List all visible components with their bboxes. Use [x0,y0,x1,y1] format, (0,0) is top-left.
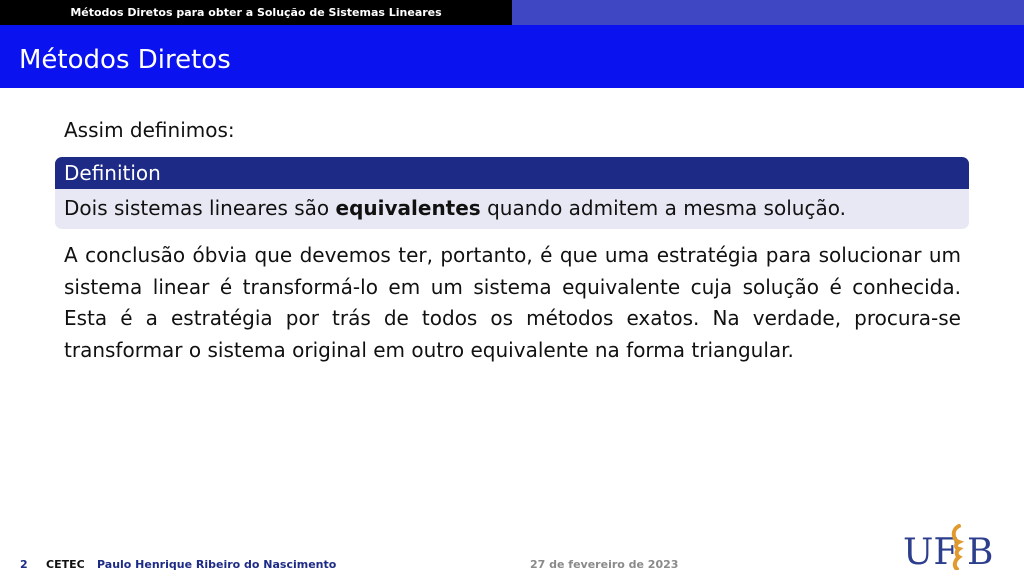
section-title: Métodos Diretos para obter a Solução de Sistemas Lineares [0,0,512,25]
definition-body [55,189,969,229]
footer-institution: CETEC [46,558,85,571]
ufrb-logo-icon [901,522,1001,570]
page-number: 2 [20,558,28,571]
definition-heading: Definition [55,157,969,189]
definition-text-after: quando admitem a mesma solução. [480,196,846,220]
frame-title-bar [0,25,1024,88]
frame-title: Métodos Diretos [19,45,231,75]
body-paragraph: A conclusão óbvia que devemos ter, portanto, é que uma estratégia para solucionar um sistema linear é transformá-lo em um sistema equivalente cuja solução é conhecida. Esta é a estratégia por trás de todos os métodos exatos. Na verdade, procura-se transformar o sistema original em outro equivalente na forma triangular. [64,243,961,362]
footer-date: 27 de fevereiro de 2023 [530,558,679,571]
logo-text-left: UF [903,532,959,570]
intro-text: Assim definimos: [64,118,235,142]
slide-content [64,116,961,144]
definition-block [55,157,969,229]
definition-text-before: Dois sistemas lineares são [64,196,336,220]
footer-author: Paulo Henrique Ribeiro do Nascimento [97,558,337,571]
logo-text-right: B [967,532,994,570]
header-bar [0,0,1024,25]
definition-keyword: equivalentes [335,196,481,220]
